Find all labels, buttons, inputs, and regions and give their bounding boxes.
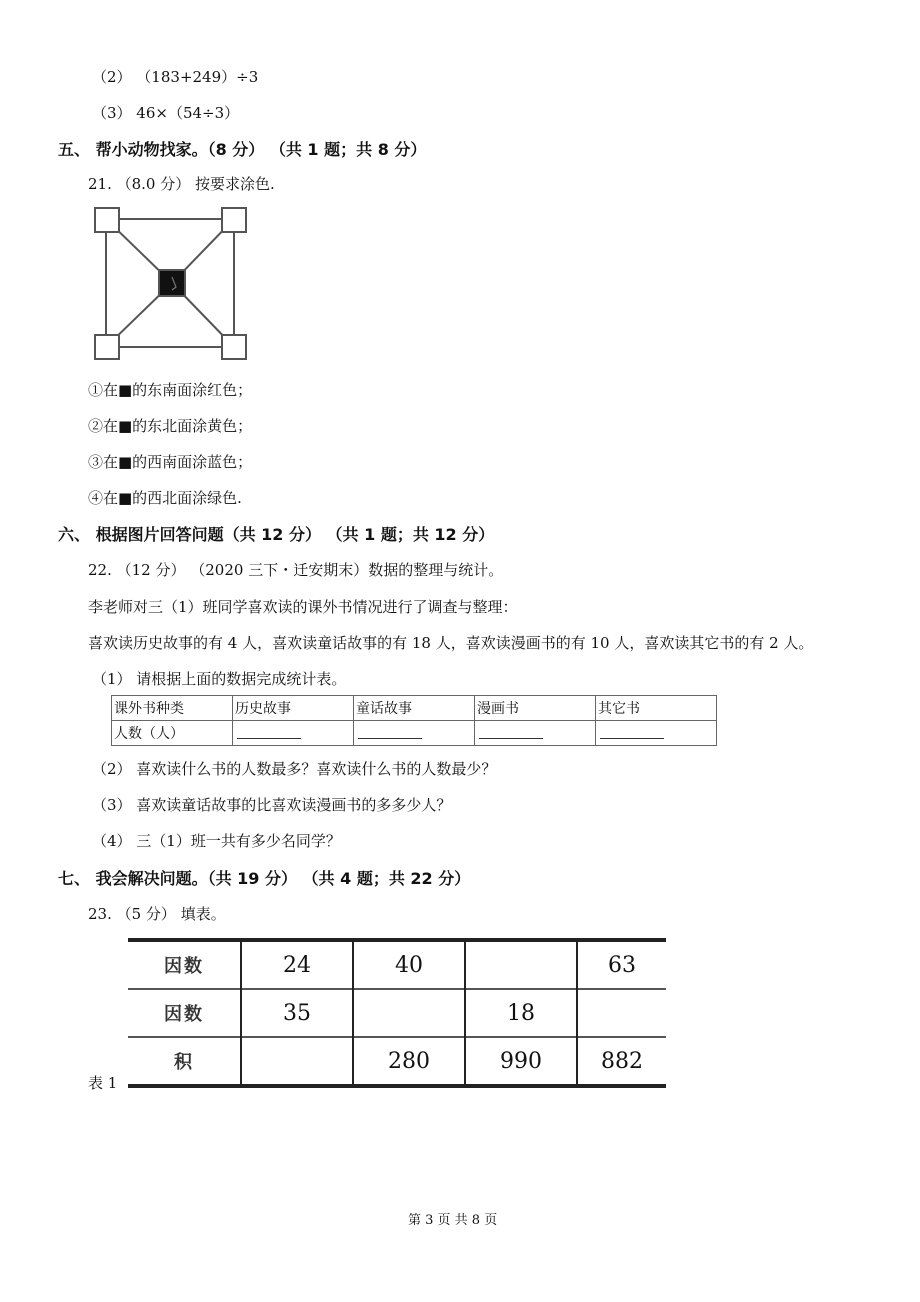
table-cell: 因数 [128, 940, 241, 989]
answer-blank-fairy-tale[interactable] [354, 721, 475, 746]
item-3: （3） 46×（54÷3） [92, 104, 240, 122]
answer-blank-other[interactable] [596, 721, 717, 746]
section5-heading: 五、 帮小动物找家。（8 分） （共 1 题；共 8 分） [58, 140, 427, 159]
instruction-2: ②在■的东北面涂黄色； [88, 417, 253, 435]
survey-intro: 李老师对三（1）班同学喜欢读的课外书情况进行了调查与整理： [88, 598, 518, 616]
instruction-4: ④在■的西北面涂绿色. [88, 489, 242, 507]
survey-data: 喜欢读历史故事的有 4 人，喜欢读童话故事的有 18 人，喜欢读漫画书的有 10 人，喜欢读其它书的有 2 人。 [88, 634, 814, 652]
question-23: 23. （5 分） 填表。 [88, 905, 226, 923]
table-cell [577, 989, 666, 1037]
sub-question-3: （3） 喜欢读童话故事的比喜欢读漫画书的多多少人？ [92, 796, 452, 814]
direction-diagram [92, 205, 252, 363]
sub-question-2: （2） 喜欢读什么书的人数最多？喜欢读什么书的人数最少？ [92, 760, 497, 778]
table-caption: 表 1 [88, 1074, 118, 1092]
table-cell [353, 989, 465, 1037]
row-label-cell: 人数（人） [112, 721, 233, 746]
table-row [128, 940, 666, 989]
table-cell: 40 [353, 940, 465, 989]
table-row [128, 1037, 666, 1086]
section7-heading: 七、 我会解决问题。（共 19 分） （共 4 题；共 22 分） [58, 869, 471, 888]
table-cell: 882 [577, 1037, 666, 1086]
table-row [112, 696, 717, 721]
northwest-box [95, 208, 119, 232]
table-cell: 因数 [128, 989, 241, 1037]
header-cell: 童话故事 [354, 696, 475, 721]
table-cell: 280 [353, 1037, 465, 1086]
sub-question-1: （1） 请根据上面的数据完成统计表。 [92, 670, 347, 688]
northeast-box [222, 208, 246, 232]
table-row [112, 721, 717, 746]
table-cell [241, 1037, 353, 1086]
sub-question-4: （4） 三（1）班一共有多少名同学？ [92, 832, 341, 850]
section6-heading: 六、 根据图片回答问题（共 12 分） （共 1 题；共 12 分） [58, 525, 495, 544]
table-cell: 35 [241, 989, 353, 1037]
table-cell: 24 [241, 940, 353, 989]
book-survey-table [111, 695, 717, 746]
southeast-box [222, 335, 246, 359]
southwest-box [95, 335, 119, 359]
instruction-3: ③在■的西南面涂蓝色； [88, 453, 253, 471]
instruction-1: ①在■的东南面涂红色； [88, 381, 253, 399]
question-22: 22. （12 分） （2020 三下・迁安期末）数据的整理与统计。 [88, 561, 504, 579]
page-footer: 第 3 页 共 8 页 [408, 1213, 498, 1228]
header-cell: 课外书种类 [112, 696, 233, 721]
multiplication-table [128, 938, 666, 1088]
answer-blank-comic[interactable] [475, 721, 596, 746]
answer-blank-history[interactable] [233, 721, 354, 746]
center-black-square [159, 270, 185, 296]
header-cell: 历史故事 [233, 696, 354, 721]
header-cell: 漫画书 [475, 696, 596, 721]
table-cell: 990 [465, 1037, 577, 1086]
table-cell: 63 [577, 940, 666, 989]
table-cell: 积 [128, 1037, 241, 1086]
table-cell [465, 940, 577, 989]
header-cell: 其它书 [596, 696, 717, 721]
table-row [128, 989, 666, 1037]
question-21: 21. （8.0 分） 按要求涂色. [88, 175, 275, 193]
item-2: （2） （183+249）÷3 [92, 68, 259, 86]
table-cell: 18 [465, 989, 577, 1037]
